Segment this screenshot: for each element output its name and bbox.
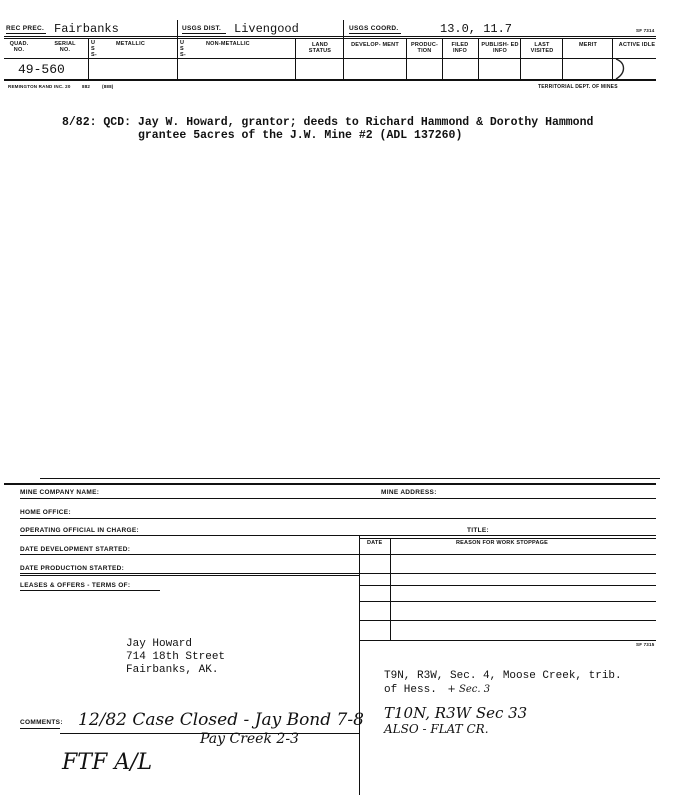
col-development: DEVELOP- MENT <box>351 42 399 48</box>
date-production-started-label: DATE PRODUCTION STARTED: <box>20 565 125 572</box>
col-production: PRODUC- TION <box>410 42 439 54</box>
footer-code-2: (888) <box>102 84 114 89</box>
nonmetallic-codes: U S S- <box>180 40 186 58</box>
location-handwritten-addition: + Sec. 3 <box>447 684 491 695</box>
col-metallic: METALLIC <box>116 41 145 47</box>
handwritten-comment-2: Pay Creek 2-3 <box>200 731 299 747</box>
location-line-1: T9N, R3W, Sec. 4, Moose Creek, trib. <box>384 670 622 682</box>
quad-value: 49-560 <box>18 62 65 77</box>
usgs-coord-label: USGS COORD. <box>349 25 399 32</box>
col-serial-no: SERIAL NO. <box>54 41 76 53</box>
footer-publisher: REMINGTON RAND INC. 20 <box>8 84 71 89</box>
col-land-status: LAND STATUS <box>308 42 332 54</box>
usgs-dist-label: USGS DIST. <box>182 25 222 32</box>
col-quad-no: QUAD. NO. <box>9 41 29 53</box>
col-last-visited: LAST VISITED <box>530 42 554 54</box>
address-line-2: 714 18th Street <box>126 651 226 663</box>
check-mark-icon <box>610 55 640 85</box>
location-text <box>384 670 622 697</box>
location-line-2: of Hess. + Sec. 3 <box>384 684 491 696</box>
col-merit: MERIT <box>578 42 598 48</box>
title-label: TITLE: <box>467 527 490 534</box>
address-line-3: Fairbanks, AK. <box>126 664 219 676</box>
rec-prec-label: REC PREC. <box>6 25 45 32</box>
handwritten-ftf: FTF A/L <box>62 750 153 775</box>
comments-label: COMMENTS: <box>20 719 63 726</box>
location-handwritten-line-1: T10N, R3W Sec 33 <box>384 704 528 722</box>
rec-prec-value: Fairbanks <box>54 22 119 36</box>
col-nonmetallic: NON-METALLIC <box>206 41 250 47</box>
usgs-coord-value: 13.0, 11.7 <box>440 22 513 36</box>
note-line-1: 8/82: QCD: Jay W. Howard, grantor; deeds to Richard Hammond & Dorothy Hammond <box>62 116 594 129</box>
col-active-idle: ACTIVE IDLE <box>618 42 656 48</box>
mine-company-name-label: MINE COMPANY NAME: <box>20 489 100 496</box>
usgs-dist-value: Livengood <box>234 22 299 36</box>
mine-address-label: MINE ADDRESS: <box>381 489 437 496</box>
col-published-info: PUBLISH- ED INFO <box>481 42 519 54</box>
handwritten-comment-1: 12/82 Case Closed - Jay Bond 7-8 <box>78 710 364 730</box>
home-office-label: HOME OFFICE: <box>20 509 71 516</box>
form-number-2: SF 7315 <box>636 642 655 647</box>
metallic-codes: U S S- <box>91 40 97 58</box>
owner-address <box>126 638 225 677</box>
col-filed-info: FILED INFO <box>451 42 469 54</box>
footer-dept: TERRITORIAL DEPT. OF MINES <box>538 84 618 90</box>
operating-official-label: OPERATING OFFICIAL IN CHARGE: <box>20 527 139 534</box>
date-development-started-label: DATE DEVELOPMENT STARTED: <box>20 546 131 553</box>
location-handwritten-line-2: ALSO - FLAT CR. <box>384 722 489 736</box>
note-line-2: grantee 5acres of the J.W. Mine #2 (ADL 137260) <box>138 129 463 142</box>
form-number: SF 7314 <box>636 28 655 33</box>
address-line-1: Jay Howard <box>126 638 193 650</box>
footer-code-1: 882 <box>82 84 91 89</box>
reason-column-header: REASON FOR WORK STOPPAGE <box>456 540 548 546</box>
date-column-header: DATE <box>367 540 383 546</box>
leases-label: LEASES & OFFERS - TERMS OF: <box>20 582 131 589</box>
